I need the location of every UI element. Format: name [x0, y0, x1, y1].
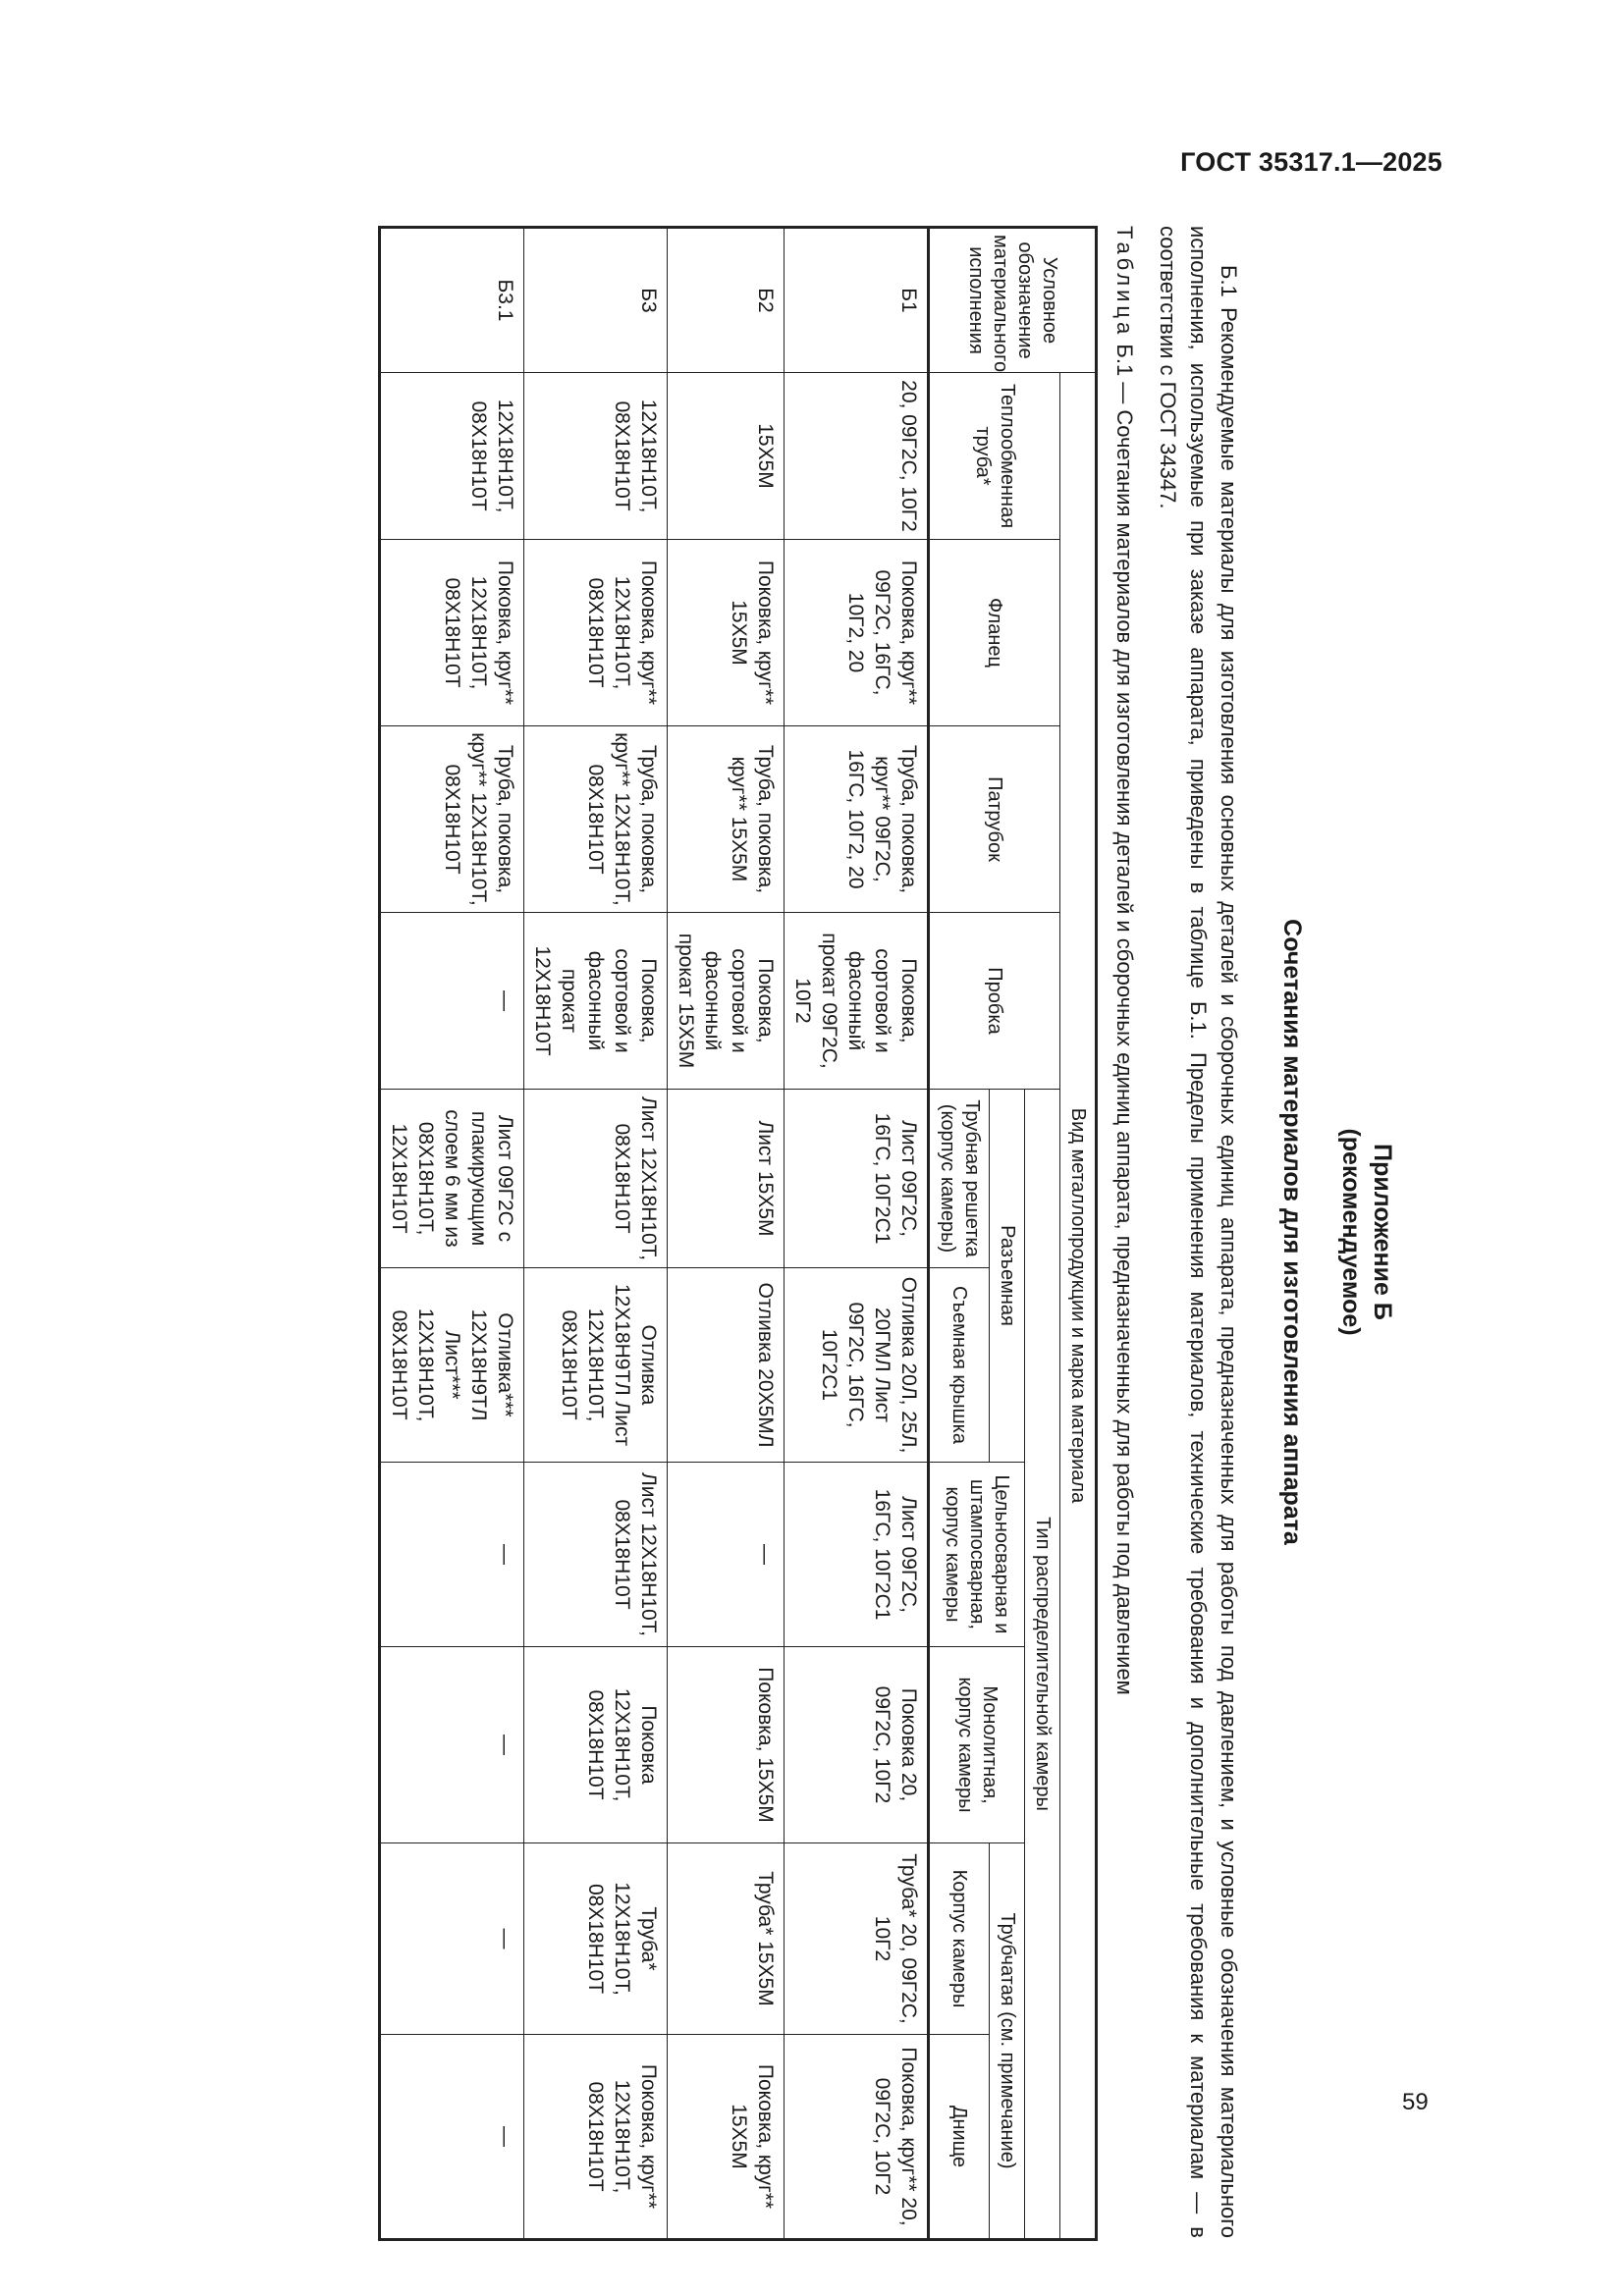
cell-chamber-body: Труба* 15Х5М — [668, 1843, 785, 2035]
cell-flange: Поковка, круг** 12Х18Н10Т, 08Х18Н10Т — [524, 540, 668, 726]
cell-cover: Отливка 12Х18Н9ТЛ Лист 12Х18Н10Т, 08Х18Н10Т — [524, 1268, 668, 1463]
header-detachable: Разъемная — [990, 1090, 1025, 1463]
cell-welded: — — [668, 1463, 785, 1647]
header-welded: Цельносварная и штампосварная, корпус камеры — [929, 1463, 1025, 1647]
header-group: Вид металлопродукции и марка материала — [1060, 373, 1097, 2240]
cell-designation: Б3.1 — [380, 228, 524, 373]
cell-chamber-body: — — [380, 1843, 524, 2035]
cell-chamber-body: Труба* 12Х18Н10Т, 08Х18Н10Т — [524, 1843, 668, 2035]
header-monolithic: Монолитная, корпус камеры — [929, 1647, 1025, 1843]
cell-tubesheet: Лист 09Г2С с плакирующим слоем 6 мм из 08Х18Н10Т, 12Х18Н10Т — [380, 1090, 524, 1268]
header-cover: Съемная крышка — [929, 1268, 990, 1463]
cell-flange: Поковка, круг** 12Х18Н10Т, 08Х18Н10Т — [380, 540, 524, 726]
cell-tube: 20, 09Г2С, 10Г2 — [785, 373, 929, 540]
table-caption-text: Б.1 — Сочетания материалов для изготовления деталей и сборочных единиц аппарата, предназначенных для работы под давлением — [1112, 344, 1137, 1695]
cell-nozzle: Труба, поковка, круг** 15Х5М — [668, 726, 785, 913]
cell-welded: — — [380, 1463, 524, 1647]
cell-designation: Б1 — [785, 228, 929, 373]
cell-cover: Отливка*** 12Х18Н9ТЛ Лист*** 12Х18Н10Т, 08Х18Н10Т — [380, 1268, 524, 1463]
cell-monolithic: Поковка, 15Х5М — [668, 1647, 785, 1843]
cell-bottom: Поковка, круг** 20, 09Г2С, 10Г2 — [785, 2035, 929, 2240]
section-title: Сочетания материалов для изготовления аппарата — [1278, 919, 1306, 1545]
cell-designation: Б2 — [668, 228, 785, 373]
table-caption-prefix: Таблица — [1112, 226, 1137, 339]
header-tubesheet: Трубная решетка (корпус камеры) — [929, 1090, 990, 1268]
table-row — [668, 228, 785, 2240]
cell-nozzle: Труба, поковка, круг** 12Х18Н10Т, 08Х18Н10Т — [380, 726, 524, 913]
cell-tube: 12Х18Н10Т, 08Х18Н10Т — [380, 373, 524, 540]
rotated-content — [137, 226, 1404, 2238]
cell-tube: 12Х18Н10Т, 08Х18Н10Т — [524, 373, 668, 540]
cell-cover: Отливка 20Л, 25Л, 20ГМЛ Лист 09Г2С, 16ГС, 10Г2С1 — [785, 1268, 929, 1463]
cell-nozzle: Труба, поковка, круг** 12Х18Н10Т, 08Х18Н10Т — [524, 726, 668, 913]
cell-monolithic: Поковка 12Х18Н10Т, 08Х18Н10Т — [524, 1647, 668, 1843]
cell-chamber-body: Труба* 20, 09Г2С, 10Г2 — [785, 1843, 929, 2035]
cell-tube: 15Х5М — [668, 373, 785, 540]
table-row — [785, 228, 929, 2240]
cell-plug: Поковка, сортовой и фасонный прокат 09Г2С, 10Г2 — [785, 913, 929, 1090]
document-code: ГОСТ 35317.1—2025 — [1180, 147, 1442, 177]
header-plug: Пробка — [929, 913, 1060, 1090]
header-tube: Теплообменная труба* — [929, 373, 1060, 540]
cell-cover: Отливка 20Х5МЛ — [668, 1268, 785, 1463]
page-number: 59 — [1402, 2089, 1429, 2115]
cell-welded: Лист 12Х18Н10Т, 08Х18Н10Т — [524, 1463, 668, 1647]
table-caption — [1111, 226, 1137, 2238]
cell-monolithic: Поковка 20, 09Г2С, 10Г2 — [785, 1647, 929, 1843]
header-flange: Фланец — [929, 540, 1060, 726]
cell-bottom: Поковка, круг** 12Х18Н10Т, 08Х18Н10Т — [524, 2035, 668, 2240]
cell-tubesheet: Лист 12Х18Н10Т, 08Х18Н10Т — [524, 1090, 668, 1268]
cell-designation: Б3 — [524, 228, 668, 373]
cell-tubesheet: Лист 09Г2С, 16ГС, 10Г2С1 — [785, 1090, 929, 1268]
cell-monolithic: — — [380, 1647, 524, 1843]
cell-plug: — — [380, 913, 524, 1090]
header-chamber-type: Тип распределительной камеры — [1025, 1090, 1060, 2240]
cell-flange: Поковка, круг** 09Г2С, 16ГС, 10Г2, 20 — [785, 540, 929, 726]
header-bottom: Днище — [929, 2035, 990, 2240]
table-row — [524, 228, 668, 2240]
cell-tubesheet: Лист 15Х5М — [668, 1090, 785, 1268]
appendix-title: Приложение Б — [1369, 1144, 1396, 1320]
table-row — [380, 228, 524, 2240]
header-chamber-body: Корпус камеры — [929, 1843, 990, 2035]
header-tubular: Трубчатая (см. примечание) — [990, 1843, 1025, 2240]
cell-nozzle: Труба, поковка, круг** 09Г2С, 16ГС, 10Г2, 20 — [785, 726, 929, 913]
cell-bottom: — — [380, 2035, 524, 2240]
cell-welded: Лист 09Г2С, 16ГС, 10Г2С1 — [785, 1463, 929, 1647]
cell-bottom: Поковка, круг** 15Х5М — [668, 2035, 785, 2240]
appendix-subtitle: (рекомендуемое) — [1337, 1128, 1365, 1336]
cell-plug: Поковка, сортовой и фасонный прокат 12Х18Н10Т — [524, 913, 668, 1090]
cell-flange: Поковка, круг** 15Х5М — [668, 540, 785, 726]
header-designation: Условное обозначение материального исполнения — [929, 228, 1097, 373]
materials-table — [378, 226, 1098, 2241]
header-nozzle: Патрубок — [929, 726, 1060, 913]
cell-plug: Поковка, сортовой и фасонный прокат 15Х5М — [668, 913, 785, 1090]
appendix-heading — [1335, 226, 1398, 2238]
intro-paragraph: Б.1 Рекомендуемые материалы для изготовления основных деталей и сборочных единиц аппарата, предназначенных для работы под давлением, и условные обозначения материального исполнения, используемые при заказе аппарата, приведены в таблице Б.1. Пределы применения материалов, технические требования и дополнительные требования к материалам — в соответствии с ГОСТ 34347. — [1156, 226, 1241, 2238]
